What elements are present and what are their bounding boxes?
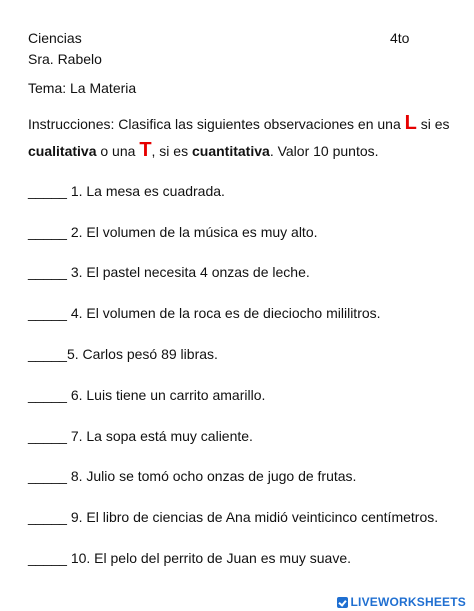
item-text: 7. La sopa está muy caliente. — [66, 428, 253, 444]
item-text: 5. Carlos pesó 89 libras. — [66, 346, 218, 362]
cualitativa-term: cualitativa — [28, 143, 97, 159]
item-text: 1. La mesa es cuadrada. — [66, 183, 225, 199]
instructions-line-2 — [28, 140, 379, 160]
grade-label: 4to — [390, 30, 410, 46]
item-text: 10. El pelo del perrito de Juan es muy suave. — [66, 550, 351, 566]
instructions-text: . Valor 10 puntos. — [269, 143, 379, 159]
list-item — [28, 183, 225, 199]
footer-brand-text: LIVEWORKSHEETS — [350, 595, 466, 609]
answer-blank[interactable]: _____ — [28, 224, 67, 240]
item-text: 6. Luis tiene un carrito amarillo. — [66, 387, 266, 403]
answer-blank[interactable]: _____ — [28, 305, 67, 321]
list-item — [28, 224, 318, 240]
instructions-text: o una — [96, 143, 140, 159]
item-text: 9. El libro de ciencias de Ana midió veinticinco centímetros. — [66, 509, 439, 525]
instructions-line-1 — [28, 113, 450, 133]
list-item — [28, 428, 253, 444]
answer-blank[interactable]: _____ — [28, 428, 67, 444]
item-text: 8. Julio se tomó ocho onzas de jugo de frutas. — [66, 468, 357, 484]
list-item — [28, 550, 351, 566]
list-item — [28, 387, 265, 403]
cuantitativa-term: cuantitativa — [192, 143, 270, 159]
topic-title: Tema: La Materia — [28, 80, 137, 96]
answer-blank[interactable]: _____ — [28, 183, 67, 199]
list-item — [28, 305, 381, 321]
item-text: 3. El pastel necesita 4 onzas de leche. — [66, 264, 310, 280]
instructions-text: Instrucciones: Clasifica las siguientes observaciones en una — [28, 116, 405, 132]
item-text: 2. El volumen de la música es muy alto. — [66, 224, 318, 240]
list-item — [28, 346, 218, 362]
list-item — [28, 264, 310, 280]
item-text: 4. El volumen de la roca es de dieciocho mililitros. — [66, 305, 381, 321]
answer-blank[interactable]: _____ — [28, 264, 67, 280]
letter-t: T — [139, 139, 152, 161]
answer-blank[interactable]: _____ — [28, 468, 67, 484]
footer-brand — [337, 595, 466, 609]
teacher-name: Sra. Rabelo — [28, 51, 102, 67]
instructions-text: , si es — [151, 143, 192, 159]
answer-blank[interactable]: _____ — [28, 550, 67, 566]
answer-blank[interactable]: _____ — [28, 346, 67, 362]
answer-blank[interactable]: _____ — [28, 509, 67, 525]
instructions-text: si es — [416, 116, 450, 132]
list-item — [28, 509, 438, 525]
answer-blank[interactable]: _____ — [28, 387, 67, 403]
list-item — [28, 468, 356, 484]
subject-label: Ciencias — [28, 30, 82, 46]
letter-l: L — [404, 112, 417, 134]
liveworksheets-logo-icon — [337, 597, 348, 608]
